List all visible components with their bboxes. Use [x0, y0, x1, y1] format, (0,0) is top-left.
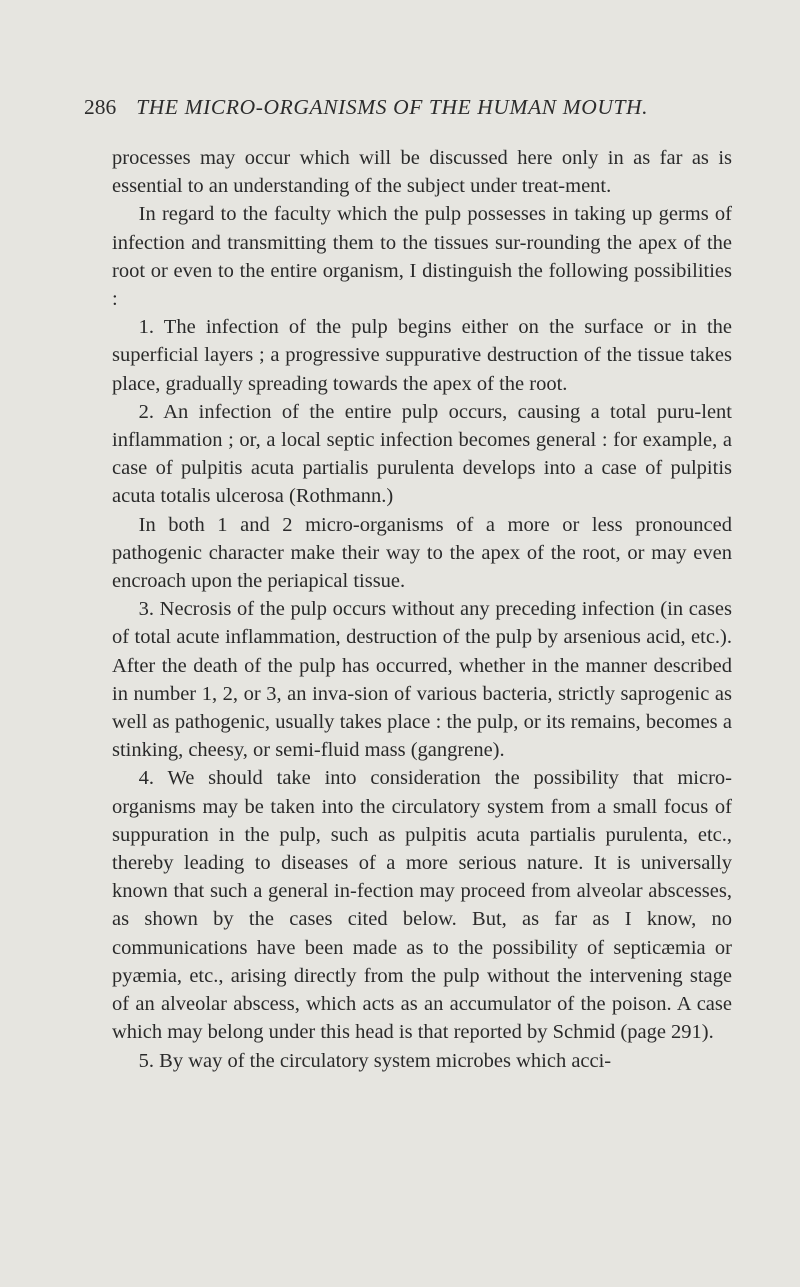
paragraph-possibility-2: 2. An infection of the entire pulp occurs, causing a total puru-lent inflammation ; or, a local septic infection becomes general : for example, a case of pulpitis acuta partialis purulenta develops into a case of pulpitis acuta totalis ulcerosa (Rothmann.) [112, 400, 732, 508]
paragraph-intro: In regard to the faculty which the pulp possesses in taking up germs of infection and transmitting them to the tissues sur-rounding the apex of the root or even to the entire organism, I distinguish the following possibilities : [112, 203, 732, 311]
paragraph-possibility-5: 5. By way of the circulatory system microbes which acci- [138, 1049, 612, 1072]
paragraph-possibility-1: 1. The infection of the pulp begins either on the surface or in the superficial layers ; a progressive suppurative destruction of the tissue takes place, gradually spreading towards the apex of the root. [112, 316, 732, 395]
paragraph-possibility-3: 3. Necrosis of the pulp occurs without any preceding infection (in cases of total acute inflammation, destruction of the pulp by arsenious acid, etc.). After the death of the pulp has occurred, whether in the manner described in number 1, 2, or 3, an inva-sion of various bacteria, strictly saprogenic as well as pathogenic, usually takes place : the pulp, or its remains, becomes a stinking, cheesy, or semi-fluid mass (gangrene). [112, 598, 732, 762]
paragraph-both-1-and-2: In both 1 and 2 micro-organisms of a more or less pronounced pathogenic character make their way to the apex of the root, or may even encroach upon the periapical tissue. [112, 513, 732, 593]
running-head [84, 93, 744, 121]
page-number: 286 [84, 95, 117, 119]
paragraph-possibility-4: 4. We should take into consideration the possibility that micro-organisms may be taken into the circulatory system from a small focus of suppuration in the pulp, such as pulpitis acuta partialis purulenta, etc., thereby leading to diseases of a more serious nature. It is universally known that such a general in-fection may proceed from alveolar abscesses, as shown by the cases cited below. But, as far as I know, no communications have been made as to the possibility of septicæmia or pyæmia, etc., arising directly from the pulp without the intervening stage of an alveolar abscess, which acts as an accumulator of the poison. A case which may belong under this head is that reported by Schmid (page 291). [112, 767, 732, 1044]
body-text [112, 144, 732, 1075]
paragraph-continuation: processes may occur which will be discussed here only in as far as is essential to an understanding of the subject under treat-ment. [112, 147, 732, 198]
running-title: THE MICRO-ORGANISMS OF THE HUMAN MOUTH. [136, 95, 649, 119]
